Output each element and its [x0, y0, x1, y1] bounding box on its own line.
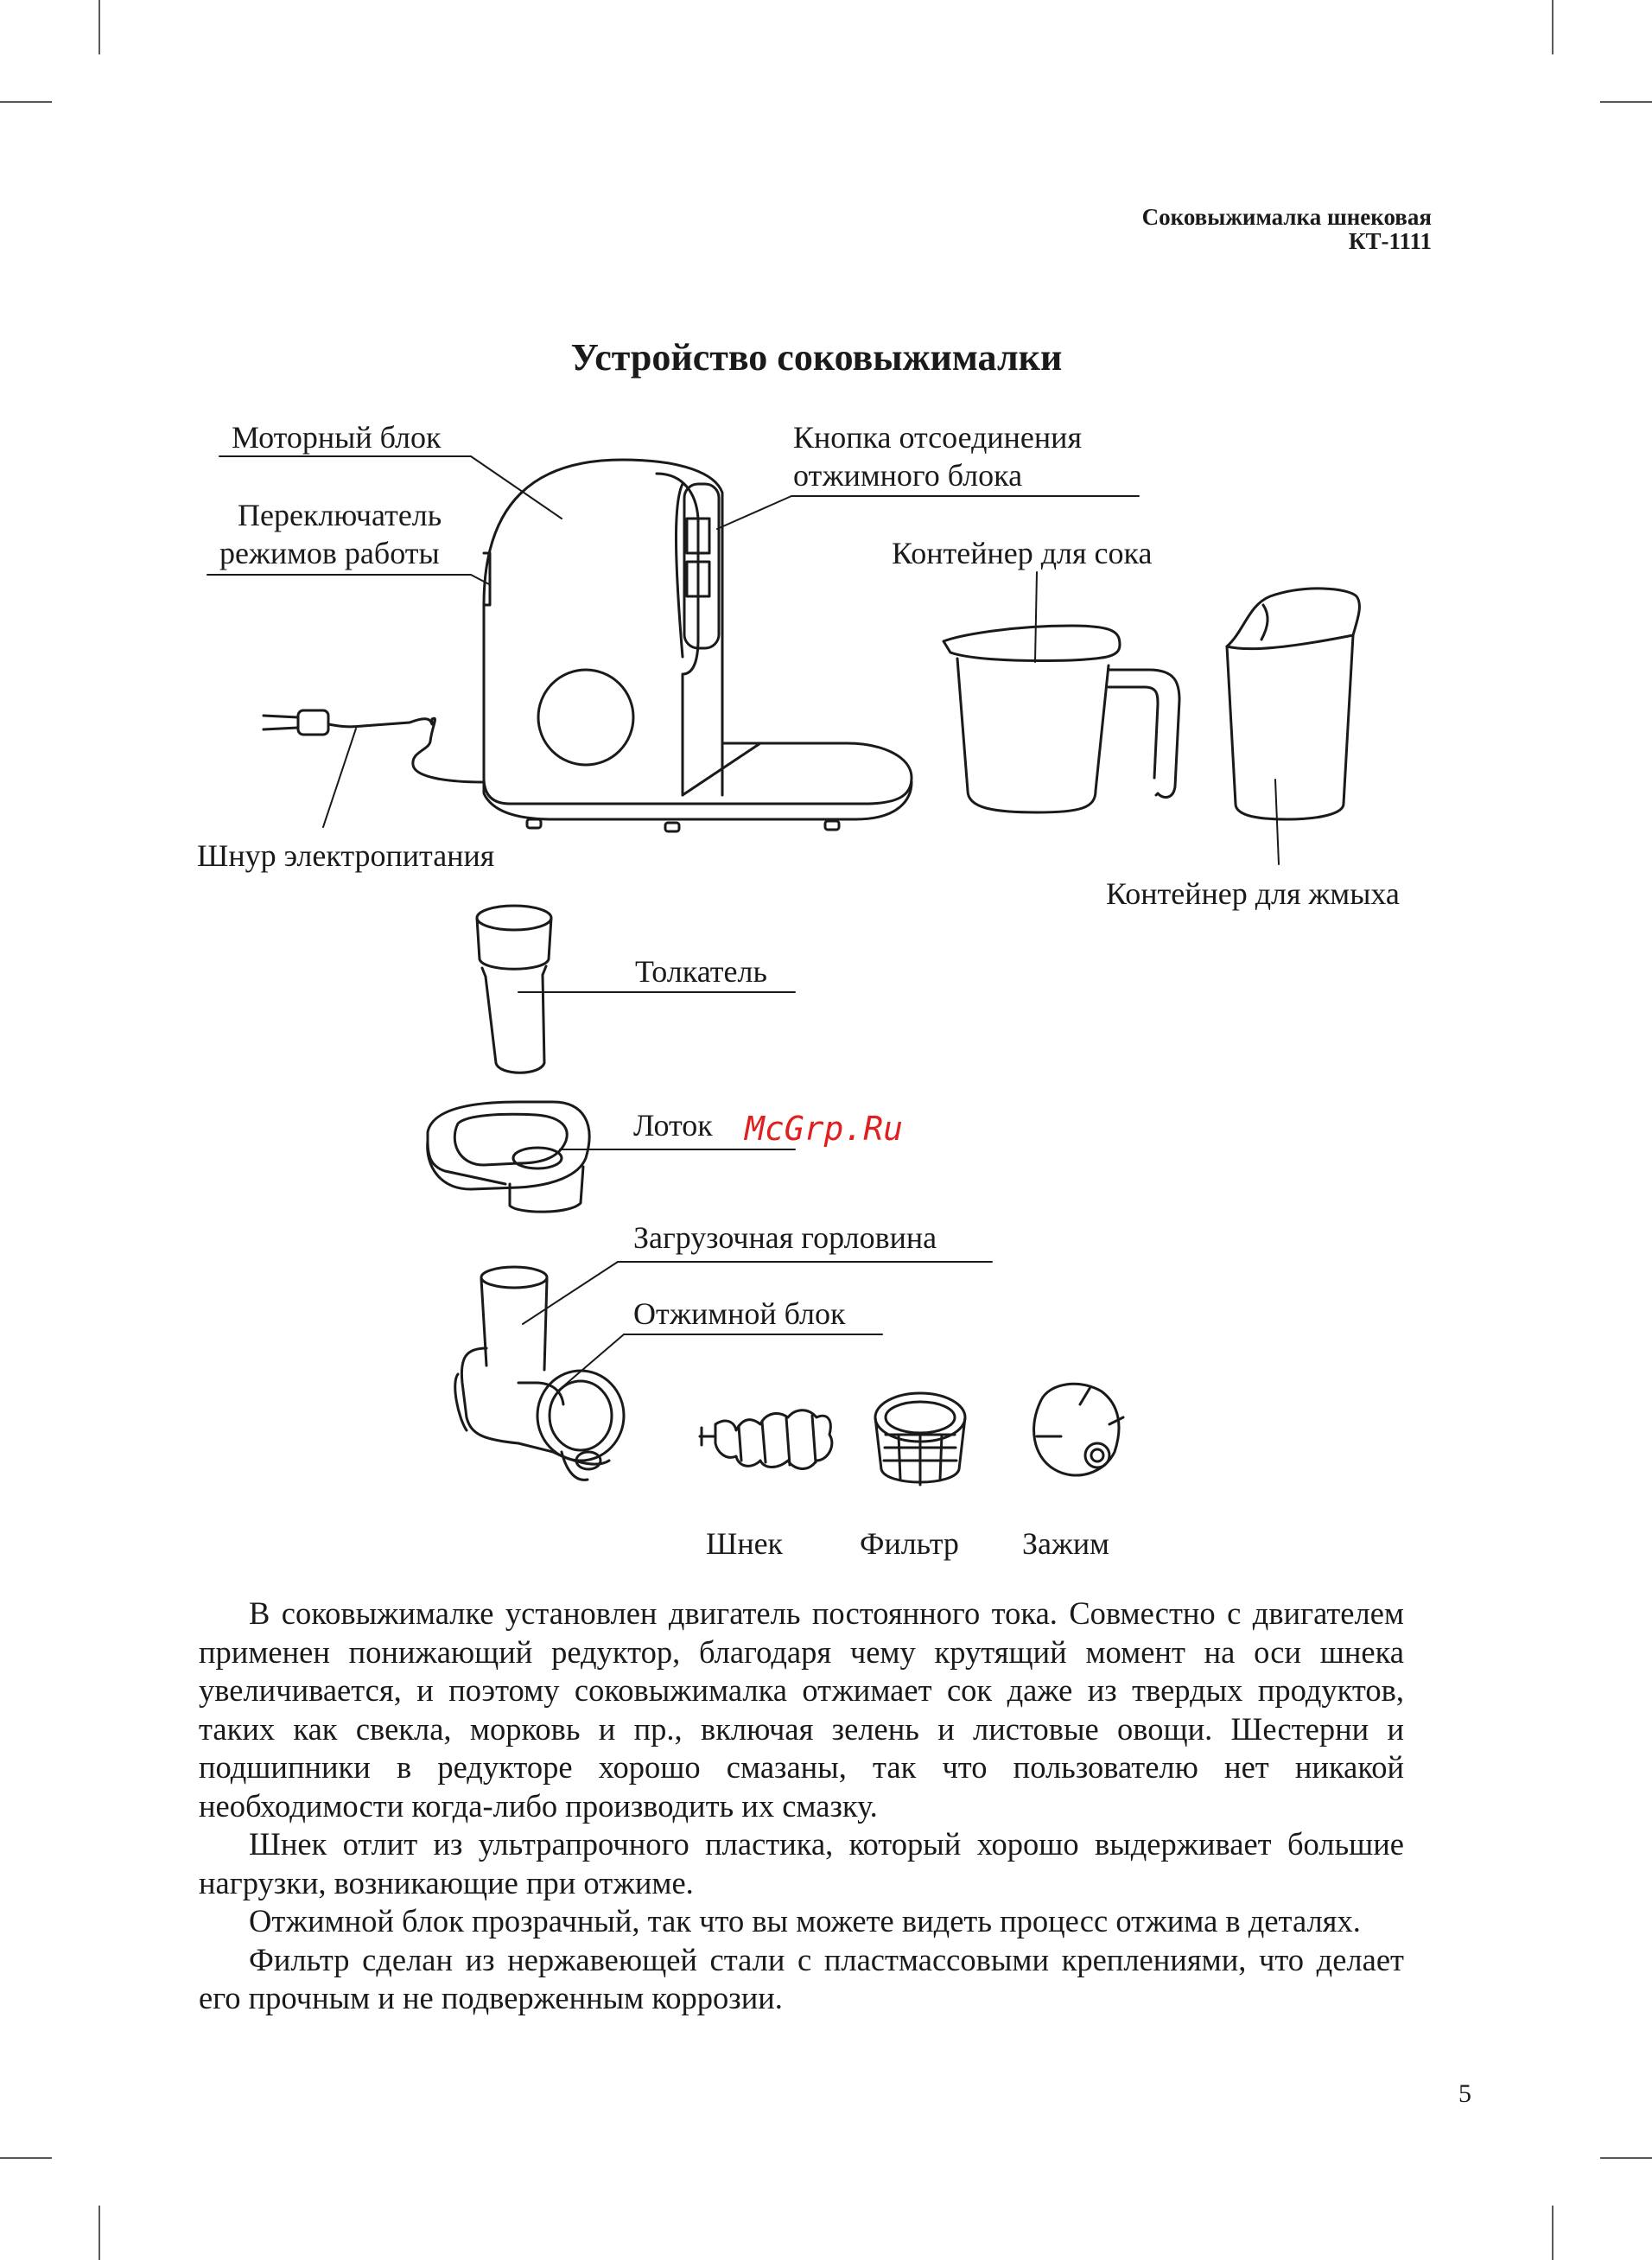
motor-block-drawing	[484, 460, 912, 831]
label-mode-switch-line2: режимов работы	[219, 536, 440, 570]
pusher-drawing	[477, 906, 551, 1073]
paragraph-auger: Шнек отлит из ультрапрочного пластика, который хорошо выдерживает большие нагрузки, возникающие при отжиме.	[199, 1826, 1404, 1900]
label-release-button-line2: отжимного блока	[793, 458, 1023, 493]
page-number: 5	[1458, 2079, 1471, 2108]
juicing-block-drawing	[455, 1267, 624, 1480]
juice-container-drawing	[944, 626, 1179, 812]
filter-drawing	[875, 1393, 965, 1485]
paragraph-motor: В соковыжималке установлен двигатель постоянного тока. Совместно с двигателем применен понижающий редуктор, благодаря чему крутящий момент на оси шнека увеличивается, и поэтому соковыжималка отжимает сок даже из твердых продуктов, таких как свекла, морковь и пр., включая зелень и листовые овощи. Шестерни и подшипники в редукторе хорошо смазаны, так что пользователю нет никакой необходимости когда-либо производить их смазку.	[199, 1595, 1404, 1824]
watermark: McGrp.Ru	[745, 1110, 904, 1148]
paragraph-filter: Фильтр сделан из нержавеющей стали с пластмассовыми креплениями, что делает его прочным и не подверженным коррозии.	[199, 1941, 1404, 2015]
tray-drawing	[428, 1102, 589, 1212]
header-model: КТ-1111	[1348, 228, 1432, 254]
label-pulp-container: Контейнер для жмыха	[1106, 876, 1400, 911]
label-juice-container: Контейнер для сока	[892, 536, 1153, 570]
paragraph-juicing-block: Отжимной блок прозрачный, так что вы можете видеть процесс отжима в деталях.	[249, 1903, 1361, 1939]
label-clamp: Зажим	[1022, 1526, 1109, 1561]
label-tray: Лоток	[633, 1108, 713, 1143]
body-text	[199, 1595, 1404, 2018]
label-feed-chute: Загрузочная горловина	[633, 1220, 937, 1255]
label-motor-block: Моторный блок	[232, 420, 442, 455]
label-power-cord: Шнур электропитания	[197, 838, 495, 873]
label-mode-switch-line1: Переключатель	[238, 498, 442, 532]
auger-drawing	[700, 1410, 832, 1469]
label-release-button-line1: Кнопка отсоединения	[793, 420, 1083, 455]
header-product-name: Соковыжималка шнековая	[1141, 204, 1432, 230]
power-cord-drawing	[264, 710, 484, 782]
pulp-container-drawing	[1227, 589, 1359, 819]
label-pusher: Толкатель	[635, 954, 767, 989]
page-title: Устройство соковыжималки	[570, 336, 1063, 379]
label-filter: Фильтр	[860, 1526, 959, 1561]
clamp-drawing	[1034, 1384, 1123, 1475]
label-juicing-block: Отжимной блок	[633, 1296, 846, 1331]
label-auger: Шнек	[706, 1526, 784, 1561]
